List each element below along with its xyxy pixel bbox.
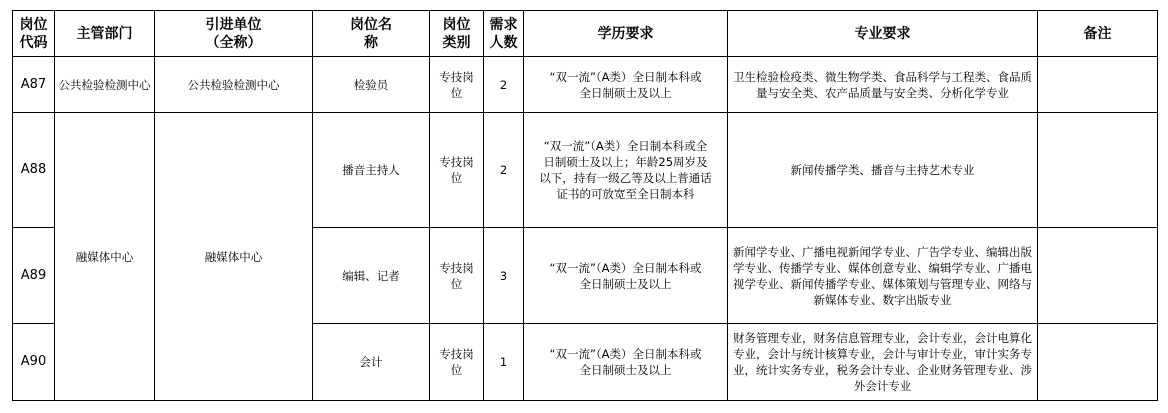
cell-category: 专技岗位 [430,113,484,228]
cell-major: 卫生检验检疫类、微生物学类、食品科学与工程类、食品质量与安全类、农产品质量与安全类、分析化学专业 [728,57,1038,113]
header-category: 岗位类别 [430,11,484,57]
table-row [13,113,1158,228]
cell-code: A89 [13,228,55,324]
cell-position: 会计 [313,324,430,401]
cell-count: 1 [484,324,524,401]
cell-category: 专技岗位 [430,324,484,401]
cell-category: 专技岗位 [430,57,484,113]
cell-note [1038,228,1158,324]
cell-unit-merged: 融媒体中心 [155,113,313,401]
cell-major: 新闻学专业、广播电视新闻学专业、广告学专业、编辑出版学专业、传播学专业、媒体创意专业、编辑学专业、广播电视学专业、新闻传播学专业、媒体策划与管理专业、网络与新媒体专业、数字出版专业 [728,228,1038,324]
cell-count: 2 [484,57,524,113]
cell-code: A87 [13,57,55,113]
cell-dept: 公共检验检测中心 [55,57,155,113]
cell-dept-merged: 融媒体中心 [55,113,155,401]
header-code: 岗位代码 [13,11,55,57]
cell-position: 检验员 [313,57,430,113]
cell-education: “双一流”（A类）全日制本科或全日制硕士及以上 [524,57,728,113]
cell-major: 新闻传播学类、播音与主持艺术专业 [728,113,1038,228]
cell-note [1038,113,1158,228]
header-position: 岗位名称 [313,11,430,57]
cell-count: 2 [484,113,524,228]
header-row [13,11,1158,57]
header-dept: 主管部门 [55,11,155,57]
cell-education: “双一流”（A类）全日制本科或全日制硕士及以上 [524,228,728,324]
cell-education: “双一流”（A类）全日制本科或全日制硕士及以上；年龄25周岁及以下，持有一级乙等及以上普通话证书的可放宽至全日制本科 [524,113,728,228]
cell-note [1038,324,1158,401]
cell-note [1038,57,1158,113]
cell-education: “双一流”（A类）全日制本科或全日制硕士及以上 [524,324,728,401]
header-education: 学历要求 [524,11,728,57]
header-unit: 引进单位（全称） [155,11,313,57]
cell-code: A90 [13,324,55,401]
cell-position: 编辑、记者 [313,228,430,324]
cell-major: 财务管理专业，财务信息管理专业，会计专业，会计电算化专业，会计与统计核算专业，会计与审计专业，审计实务专业，统计实务专业，税务会计专业、企业财务管理专业、涉外会计专业 [728,324,1038,401]
cell-count: 3 [484,228,524,324]
cell-unit: 公共检验检测中心 [155,57,313,113]
cell-position: 播音主持人 [313,113,430,228]
header-major: 专业要求 [728,11,1038,57]
cell-code: A88 [13,113,55,228]
table-row [13,57,1158,113]
header-note: 备注 [1038,11,1158,57]
recruitment-table [12,10,1158,401]
cell-category: 专技岗位 [430,228,484,324]
header-count: 需求人数 [484,11,524,57]
